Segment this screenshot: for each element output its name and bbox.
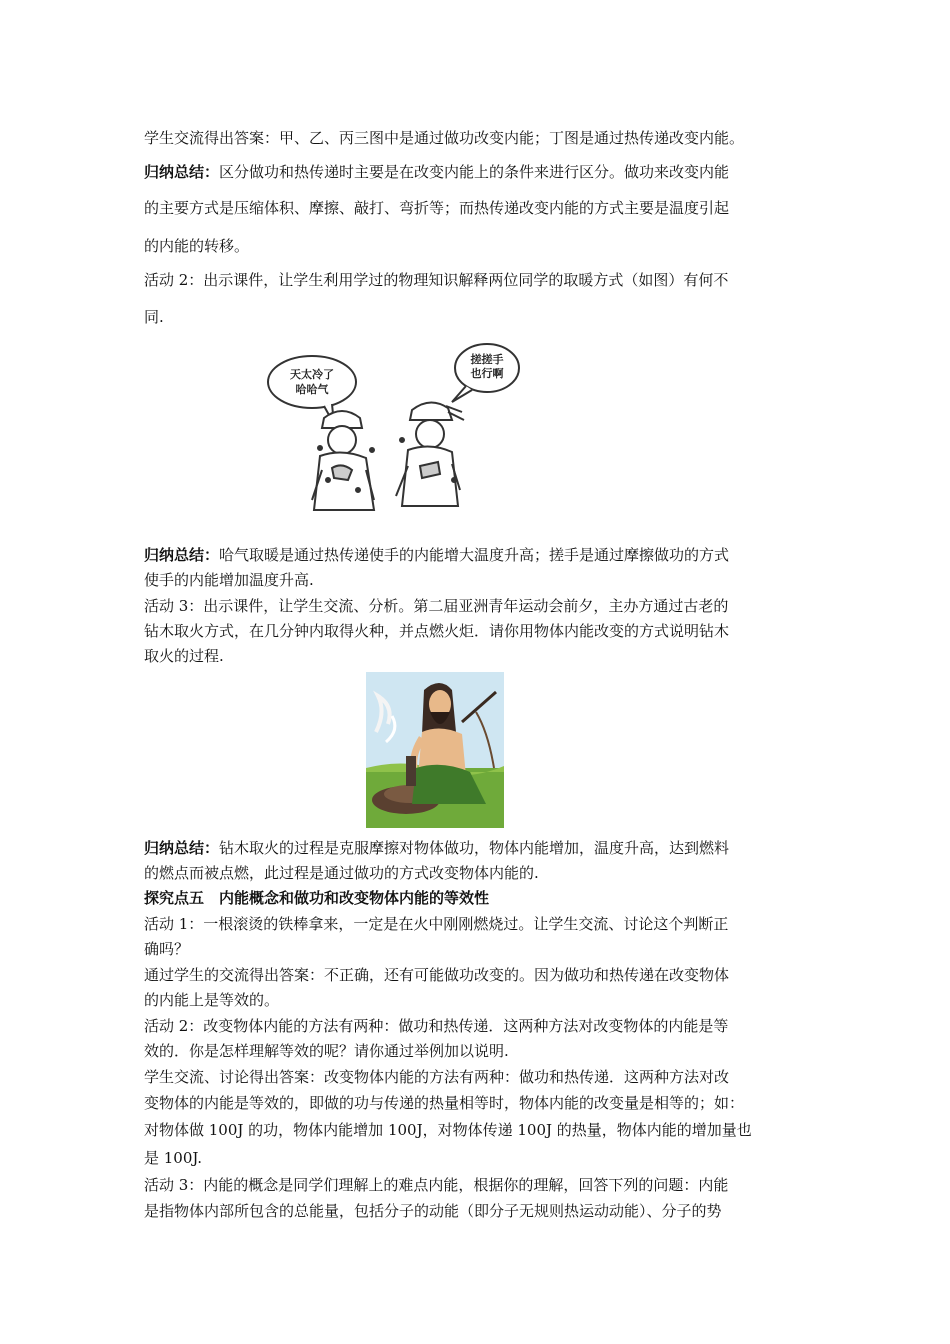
line-17: 通过学生的交流得出答案：不正确，还有可能做功改变的。因为做功和热传递在改变物体 [144, 966, 730, 984]
line-8: 使手的内能增加温度升高. [144, 571, 314, 589]
line-22: 变物体的内能是等效的，即做的功与传递的热量相等时，物体内能的改变量是相等的；如： [144, 1094, 745, 1112]
line-20: 效的．你是怎样理解等效的呢？请你通过举例加以说明. [144, 1042, 509, 1060]
cartoon-figure [262, 340, 522, 518]
line-18: 的内能上是等效的。 [144, 991, 280, 1009]
line-1: 学生交流得出答案：甲、乙、丙三图中是通过做功改变内能；丁图是通过热传递改变内能。 [144, 129, 745, 147]
line-21: 学生交流、讨论得出答案：改变物体内能的方法有两种：做功和热传递．这两种方法对改 [144, 1068, 730, 1086]
left-speech-bubble [268, 356, 356, 408]
right-bubble-text: 搓搓手也行啊 [470, 353, 504, 380]
line-6: 同. [144, 308, 164, 326]
right-student-illustration [396, 402, 464, 506]
left-bubble-text: 天太冷了哈哈气 [290, 368, 334, 396]
line-24: 是 100J. [144, 1149, 203, 1167]
line-9: 活动 3：出示课件，让学生交流、分析。第二届亚洲青年运动会前夕，主办方通过古老的 [144, 597, 729, 615]
left-student-illustration [312, 411, 374, 510]
line-3: 的主要方式是压缩体积、摩擦、敲打、弯折等；而热传递改变内能的方式主要是温度引起 [144, 199, 730, 217]
line-23: 对物体做 100J 的功，物体内能增加 100J，对物体传递 100J 的热量，物体内能的增加量也 [144, 1121, 752, 1139]
line-2: 归纳总结：区分做功和热传递时主要是在改变内能上的条件来进行区分。做功来改变内能 [144, 163, 730, 181]
line-12: 归纳总结：钻木取火的过程是克服摩擦对物体做功，物体内能增加，温度升高，达到燃料 [144, 839, 730, 857]
section-heading: 探究点五 内能概念和做功和改变物体内能的等效性 [144, 889, 490, 907]
line-4: 的内能的转移。 [144, 237, 250, 255]
line-15: 活动 1：一根滚烫的铁棒拿来，一定是在火中刚刚燃烧过。让学生交流、讨论这个判断正 [144, 915, 729, 933]
line-5: 活动 2：出示课件，让学生利用学过的物理知识解释两位同学的取暖方式（如图）有何不 [144, 271, 729, 289]
line-19: 活动 2：改变物体内能的方法有两种：做功和热传递．这两种方法对改变物体的内能是等 [144, 1017, 729, 1035]
line-25: 活动 3：内能的概念是同学们理解上的难点内能，根据你的理解，回答下列的问题：内能 [144, 1176, 729, 1194]
line-26: 是指物体内部所包含的总能量，包括分子的动能（即分子无规则热运动动能）、分子的势 [144, 1202, 722, 1220]
line-10: 钻木取火方式，在几分钟内取得火种，并点燃火炬．请你用物体内能改变的方式说明钻木 [144, 622, 730, 640]
line-7: 归纳总结：哈气取暖是通过热传递使手的内能增大温度升高；搓手是通过摩擦做功的方式 [144, 546, 730, 564]
line-16: 确吗？ [144, 940, 190, 958]
drill-wood-fire-illustration [366, 672, 504, 828]
line-13: 的燃点而被点燃，此过程是通过做功的方式改变物体内能的. [144, 864, 539, 882]
line-11: 取火的过程. [144, 647, 224, 665]
